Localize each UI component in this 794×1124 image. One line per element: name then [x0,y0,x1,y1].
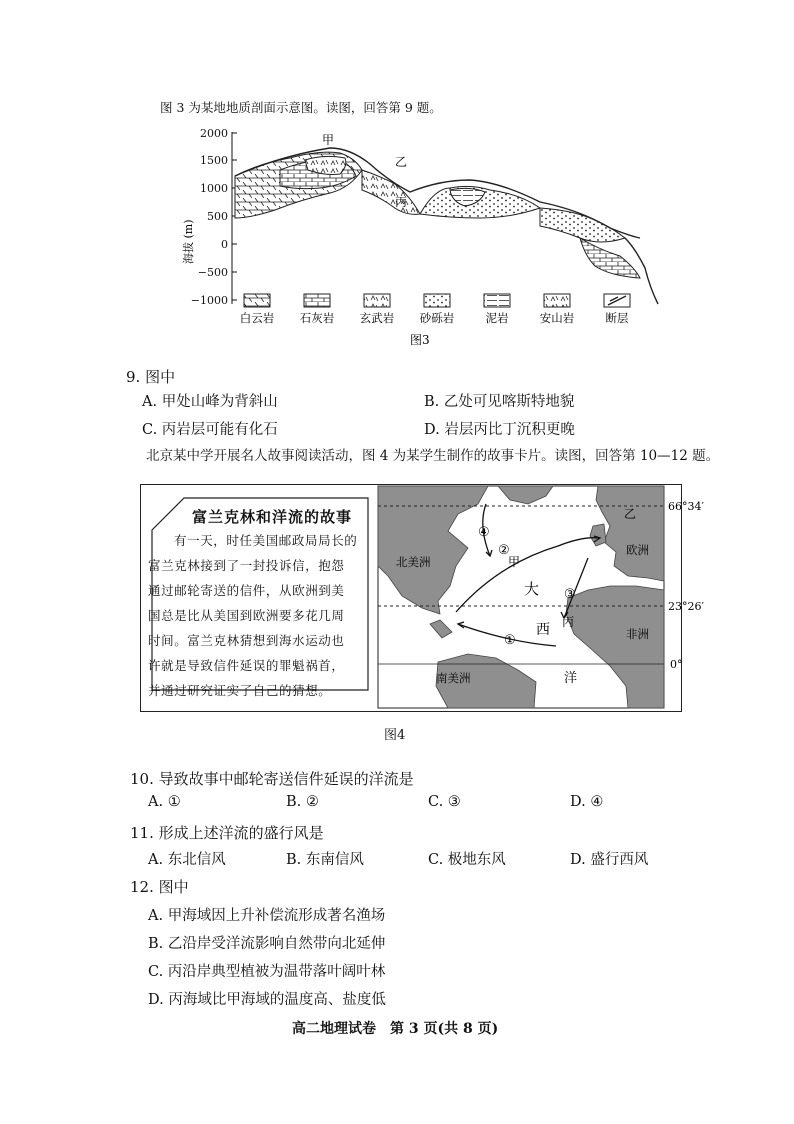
card-line: 有一天，时任美国邮政局局长的 [174,533,358,548]
q9-stem: 9. 图中 [126,368,176,386]
sandstone-layer [540,208,625,242]
legend-label: 砂砾岩 [419,311,455,325]
q9-option-d: D. 岩层丙比丁沉积更晚 [424,422,575,438]
y-tick-label: −500 [197,266,228,279]
continent-africa: 非洲 [626,627,649,641]
ocean-label-yang: 洋 [564,671,578,686]
current-label-4: ④ [478,525,490,540]
q12-option-c: C. 丙沿岸典型植被为温带落叶阔叶林 [148,964,386,980]
mark-jia: 甲 [322,133,335,147]
fig4-intro: 北京某中学开展名人故事阅读活动，图 4 为某学生制作的故事卡片。读图，回答第 10—12 题。 [146,448,720,464]
continent-north-america: 北美洲 [396,555,431,569]
legend-swatch-sandstone [424,294,450,307]
q12-option-a: A. 甲海域因上升补偿流形成著名渔场 [148,908,386,924]
fig4-caption: 图4 [384,728,406,743]
legend-swatch-limestone [304,294,330,307]
y-tick-label: 500 [207,210,228,223]
y-tick-label: 0 [221,238,228,251]
current-label-3: ③ [564,587,576,602]
q12-option-d: D. 丙海域比甲海域的温度高、盐度低 [148,992,386,1008]
ocean-label-xi: 西 [536,622,550,638]
legend-label: 石灰岩 [299,311,335,325]
card-line: 通过邮轮寄送的信件，从欧洲到美 [148,583,345,598]
lat-label: 23°26′ [668,600,704,613]
geologic-profile-figure [180,118,680,350]
q11-stem: 11. 形成上述洋流的盛行风是 [130,824,324,842]
legend-swatch-mudstone [484,294,510,307]
map-mark-jia: 甲 [508,555,521,569]
map-mark-bing: 丙 [562,615,575,629]
q11-option-a: A. 东北信风 [148,852,226,868]
page-footer: 高二地理试卷 第 3 页(共 8 页) [292,1021,499,1037]
y-tick-label: 1500 [200,154,228,167]
map-mark-yi: 乙 [624,507,637,521]
current-label-2: ② [498,543,510,558]
q11-option-c: C. 极地东风 [428,852,506,868]
card-line: 时间。富兰克林猜想到海水运动也 [148,633,345,648]
q10-option-c: C. ③ [428,794,461,810]
legend-swatch-dolomite [244,294,270,307]
legend-label: 泥岩 [485,311,509,325]
continent-south-america: 南美洲 [436,671,471,685]
y-tick-label: 2000 [200,127,228,140]
ocean-label-da: 大 [524,580,540,598]
y-axis-label: 海拔 (m) [182,219,195,264]
card-line: 富兰克林接到了一封投诉信，抱怨 [148,558,345,573]
current-label-1: ① [504,633,516,648]
card-line: 国总是比从美国到欧洲要多花几周 [148,608,345,623]
lat-label: 66°34′ [668,500,704,513]
mark-yi: 乙 [395,155,408,169]
lat-label: 0° [670,658,683,671]
card-line: 许就是导致信件延误的罪魁祸首， [148,658,345,673]
q10-stem: 10. 导致故事中邮轮寄送信件延误的洋流是 [130,770,414,788]
q10-option-b: B. ② [286,794,319,810]
y-tick-label: −1000 [190,294,228,307]
legend-label: 玄武岩 [359,311,395,325]
legend-swatch-basalt [364,294,390,307]
atlantic-map [378,486,704,710]
q9-option-a: A. 甲处山峰为背斜山 [142,394,278,410]
q12-option-b: B. 乙沿岸受洋流影响自然带向北延伸 [148,936,386,952]
legend-swatch-andesite [544,294,570,307]
card-title: 富兰克林和洋流的故事 [192,508,353,526]
legend-label: 白云岩 [239,311,275,325]
q11-option-b: B. 东南信风 [286,852,364,868]
q9-option-c: C. 丙岩层可能有化石 [142,422,278,438]
mark-bing: 丙 [395,195,408,209]
card-line: 并通过研究证实了自己的猜想。 [148,683,332,698]
continent-europe: 欧洲 [626,543,649,557]
q12-stem: 12. 图中 [130,878,189,896]
q10-option-d: D. ④ [570,794,604,810]
fig3-caption: 图3 [410,333,430,347]
y-tick-label: 1000 [200,182,228,195]
fig3-intro: 图 3 为某地地质剖面示意图。读图，回答第 9 题。 [160,100,442,115]
q10-option-a: A. ① [148,794,181,810]
legend-label: 安山岩 [539,311,575,325]
q11-option-d: D. 盛行西风 [570,852,649,868]
legend-label: 断层 [605,311,629,325]
q9-option-b: B. 乙处可见喀斯特地貌 [424,394,575,410]
